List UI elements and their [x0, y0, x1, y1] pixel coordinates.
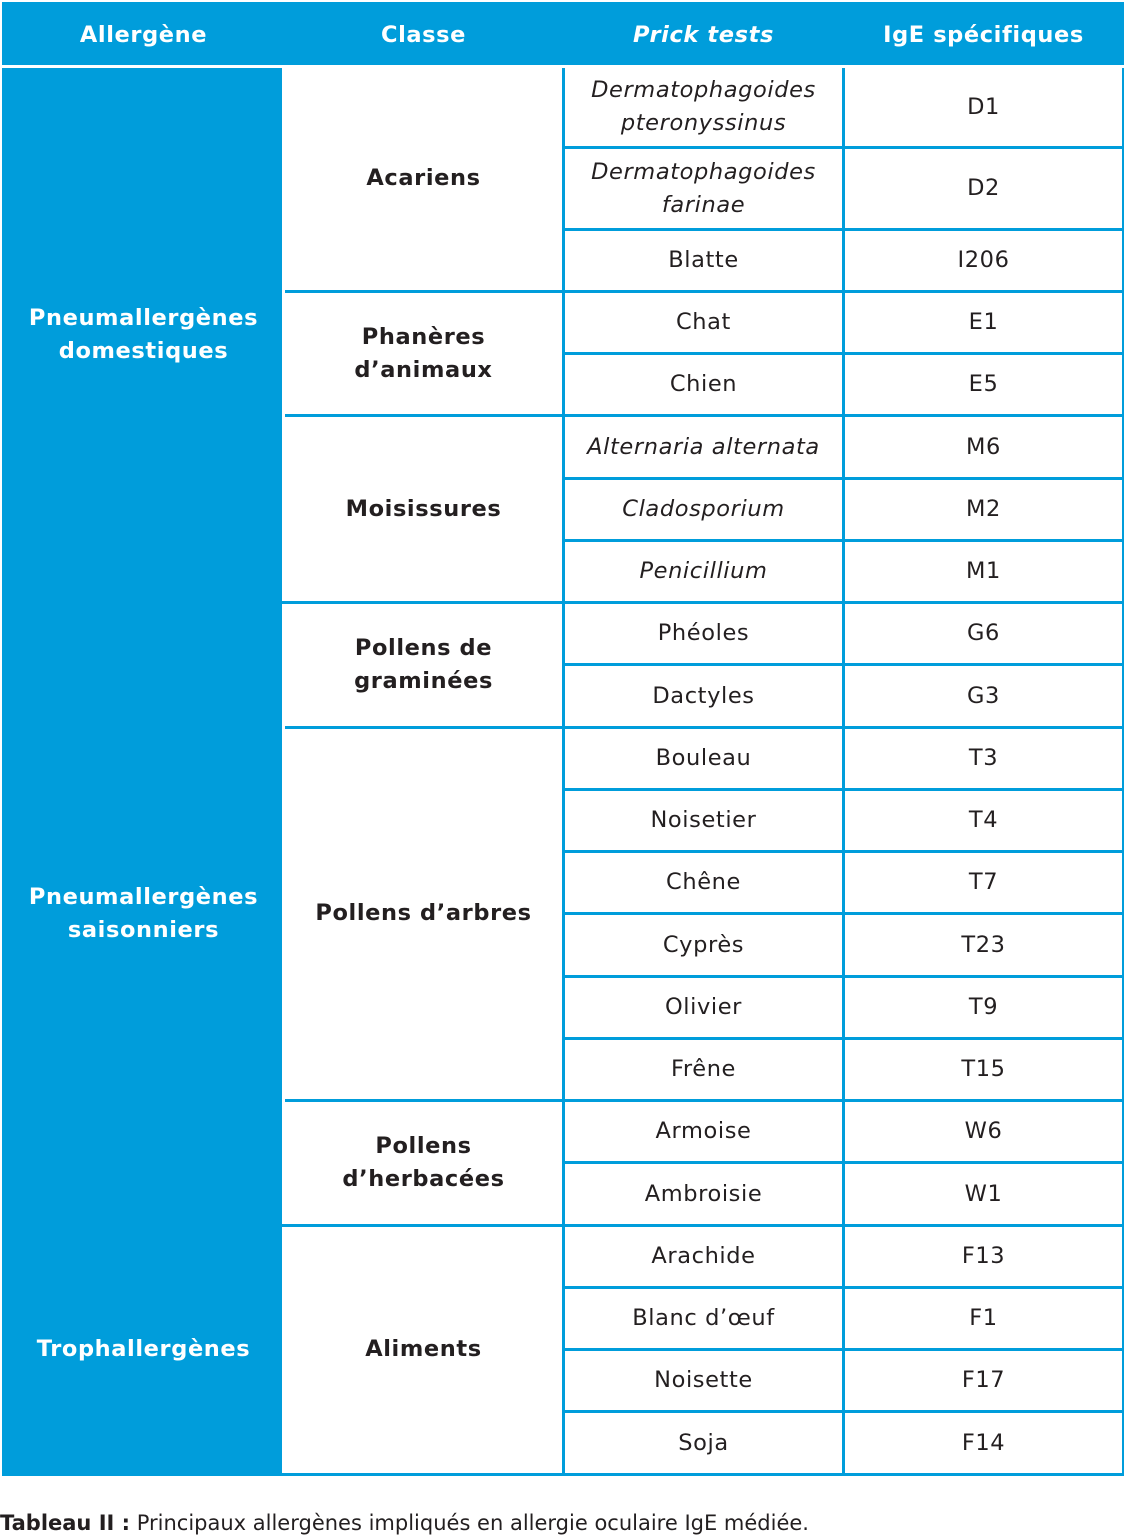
ige-cell: W1 — [844, 1163, 1124, 1225]
header-ige-specifiques: IgE spécifiques — [844, 4, 1124, 67]
table-row — [4, 603, 1124, 665]
prick-test-cell: Chien — [564, 354, 844, 416]
class-cell: Phanères d’animaux — [284, 291, 564, 416]
ige-cell: T15 — [844, 1038, 1124, 1100]
header-prick-tests: Prick tests — [564, 4, 844, 67]
prick-test-cell: Olivier — [564, 976, 844, 1038]
prick-test-cell: Chêne — [564, 852, 844, 914]
ige-cell: T4 — [844, 789, 1124, 851]
ige-cell: M2 — [844, 478, 1124, 540]
table-row — [4, 67, 1124, 148]
ige-cell: D1 — [844, 67, 1124, 148]
ige-cell: F17 — [844, 1350, 1124, 1412]
prick-test-cell: Cyprès — [564, 914, 844, 976]
prick-test-cell: Noisette — [564, 1350, 844, 1412]
ige-cell: G6 — [844, 603, 1124, 665]
prick-test-cell: Cladosporium — [564, 478, 844, 540]
table-body — [4, 67, 1124, 1475]
prick-test-cell: Dermatophagoides farinae — [564, 148, 844, 229]
class-cell: Aliments — [284, 1225, 564, 1474]
ige-cell: T9 — [844, 976, 1124, 1038]
prick-test-cell: Chat — [564, 291, 844, 353]
ige-cell: D2 — [844, 148, 1124, 229]
allergen-cell: Pneumallergènes domestiques — [4, 67, 284, 603]
header-classe: Classe — [284, 4, 564, 67]
ige-cell: I206 — [844, 229, 1124, 291]
allergen-table — [2, 2, 1124, 1476]
prick-test-cell: Phéoles — [564, 603, 844, 665]
header-allergene: Allergène — [4, 4, 284, 67]
header-row — [4, 4, 1124, 67]
ige-cell: F13 — [844, 1225, 1124, 1287]
class-cell: Acariens — [284, 67, 564, 292]
table-caption — [0, 1508, 809, 1538]
class-cell: Pollens d’herbacées — [284, 1101, 564, 1226]
prick-test-cell: Blanc d’œuf — [564, 1287, 844, 1349]
prick-test-cell: Noisetier — [564, 789, 844, 851]
allergen-cell: Trophallergènes — [4, 1225, 284, 1474]
ige-cell: W6 — [844, 1101, 1124, 1163]
prick-test-cell: Blatte — [564, 229, 844, 291]
ige-cell: F14 — [844, 1412, 1124, 1475]
class-cell: Pollens de graminées — [284, 603, 564, 728]
allergen-cell: Pneumallergènes saisonniers — [4, 603, 284, 1226]
prick-test-cell: Dermatophagoides pteronyssinus — [564, 67, 844, 148]
ige-cell: T23 — [844, 914, 1124, 976]
ige-cell: T7 — [844, 852, 1124, 914]
ige-cell: G3 — [844, 665, 1124, 727]
class-cell: Moisissures — [284, 416, 564, 603]
prick-test-cell: Penicillium — [564, 540, 844, 602]
table-row — [4, 1225, 1124, 1287]
prick-test-cell: Arachide — [564, 1225, 844, 1287]
ige-cell: T3 — [844, 727, 1124, 789]
ige-cell: F1 — [844, 1287, 1124, 1349]
prick-test-cell: Soja — [564, 1412, 844, 1475]
ige-cell: M1 — [844, 540, 1124, 602]
prick-test-cell: Alternaria alternata — [564, 416, 844, 478]
ige-cell: E5 — [844, 354, 1124, 416]
prick-test-cell: Frêne — [564, 1038, 844, 1100]
ige-cell: E1 — [844, 291, 1124, 353]
caption-label: Tableau II : — [0, 1511, 131, 1535]
prick-test-cell: Ambroisie — [564, 1163, 844, 1225]
prick-test-cell: Armoise — [564, 1101, 844, 1163]
prick-test-cell: Bouleau — [564, 727, 844, 789]
ige-cell: M6 — [844, 416, 1124, 478]
class-cell: Pollens d’arbres — [284, 727, 564, 1101]
caption-text: Principaux allergènes impliqués en allergie oculaire IgE médiée. — [130, 1511, 809, 1535]
prick-test-cell: Dactyles — [564, 665, 844, 727]
